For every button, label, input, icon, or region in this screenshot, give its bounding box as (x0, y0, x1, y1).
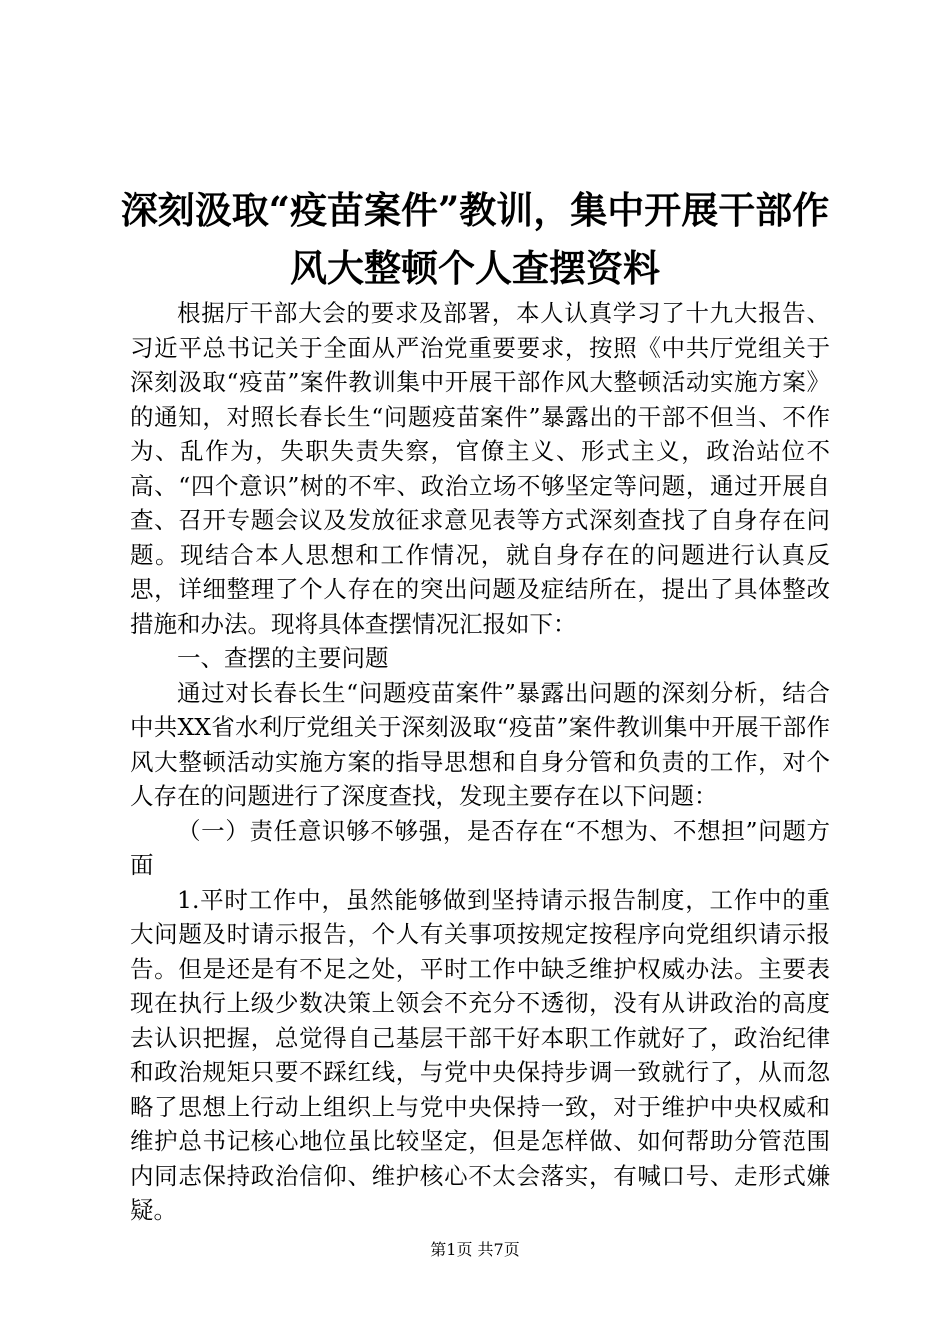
document-title-line-2: 风大整顿个人查摆资料 (290, 246, 660, 290)
page-footer: 第1页 共7页 (430, 1240, 520, 1259)
document-title-line-1: 深刻汲取“疫苗案件”教训，集中开展干部作 (120, 188, 830, 232)
subsection-heading-1: （一）责任意识够不够强，是否存在“不想为、不想担”问题方面 (130, 816, 830, 879)
section-heading-1: 一、查摆的主要问题 (177, 644, 389, 672)
paragraph-intro: 根据厅干部大会的要求及部署，本人认真学习了十九大报告、习近平总书记关于全面从严治党重要要求，按照《中共厅党组关于深刻汲取“疫苗”案件教训集中开展干部作风大整顿活动实施方案》的通知，对照长春长生“问题疫苗案件”暴露出的干部不但当、不作为、乱作为，失职失责失察，官僚主义、形式主义，政治站位不高、“四个意识”树的不牢、政治立场不够坚定等问题，通过开展自查、召开专题会议及发放征求意见表等方式深刻查找了自身存在问题。现结合本人思想和工作情况，就自身存在的问题进行认真反思，详细整理了个人存在的突出问题及症结所在，提出了具体整改措施和办法。现将具体查摆情况汇报如下： (130, 299, 830, 638)
document-body (130, 296, 830, 1228)
paragraph-item-1: 1.平时工作中，虽然能够做到坚持请示报告制度，工作中的重大问题及时请示报告，个人有关事项按规定按程序向党组织请示报告。但是还是有不足之处，平时工作中缺乏维护权威办法。主要表现在执行上级少数决策上领会不充分不透彻，没有从讲政治的高度去认识把握，总觉得自己基层干部干好本职工作就好了，政治纪律和政治规矩只要不踩红线，与党中央保持步调一致就行了，从而忽略了思想上行动上组织上与党中央保持一致，对于维护中央权威和维护总书记核心地位虽比较坚定，但是怎样做、如何帮助分管范围内同志保持政治信仰、维护核心不太会落实，有喊口号、走形式嫌疑。 (130, 885, 830, 1224)
paragraph-analysis: 通过对长春长生“问题疫苗案件”暴露出问题的深刻分析，结合中共XX省水利厅党组关于深刻汲取“疫苗”案件教训集中开展干部作风大整顿活动实施方案的指导思想和自身分管和负责的工作，对个人存在的问题进行了深度查找，发现主要存在以下问题： (130, 678, 830, 810)
